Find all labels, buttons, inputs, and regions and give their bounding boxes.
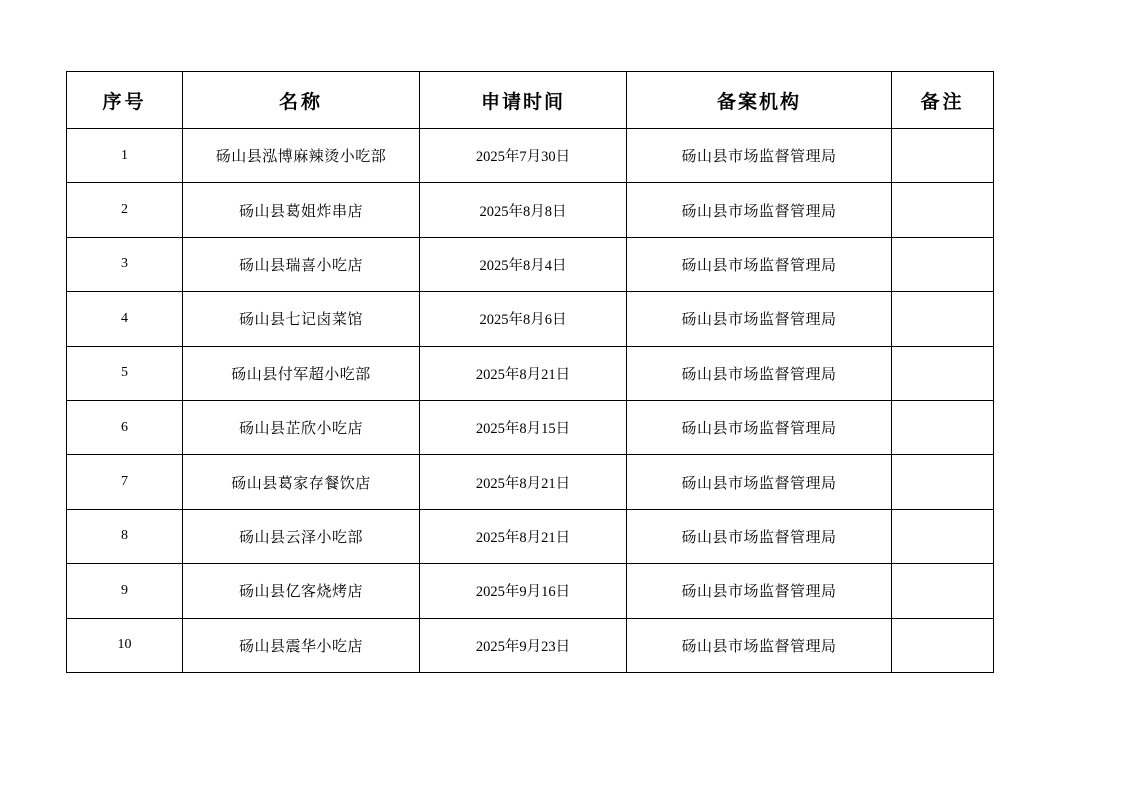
cell-note	[892, 183, 994, 237]
table-header	[67, 72, 994, 129]
cell-date: 2025年7月30日	[420, 129, 627, 183]
column-header-org: 备案机构	[627, 72, 892, 129]
cell-name: 砀山县七记卤菜馆	[183, 292, 420, 346]
cell-note	[892, 400, 994, 454]
cell-date: 2025年8月21日	[420, 455, 627, 509]
cell-index: 2	[67, 183, 183, 237]
cell-note	[892, 237, 994, 291]
cell-index: 1	[67, 129, 183, 183]
table-row	[67, 509, 994, 563]
cell-index: 5	[67, 346, 183, 400]
table-row	[67, 183, 994, 237]
table-row	[67, 129, 994, 183]
cell-date: 2025年8月8日	[420, 183, 627, 237]
column-header-note: 备注	[892, 72, 994, 129]
cell-date: 2025年9月16日	[420, 564, 627, 618]
cell-org: 砀山县市场监督管理局	[627, 618, 892, 672]
table-row	[67, 346, 994, 400]
table-row	[67, 618, 994, 672]
record-table-container	[66, 71, 988, 673]
cell-name: 砀山县付军超小吃部	[183, 346, 420, 400]
table-row	[67, 455, 994, 509]
cell-name: 砀山县芷欣小吃店	[183, 400, 420, 454]
column-header-index: 序号	[67, 72, 183, 129]
cell-name: 砀山县云泽小吃部	[183, 509, 420, 563]
cell-date: 2025年9月23日	[420, 618, 627, 672]
cell-date: 2025年8月15日	[420, 400, 627, 454]
table-row	[67, 237, 994, 291]
cell-date: 2025年8月21日	[420, 509, 627, 563]
table-body	[67, 129, 994, 673]
cell-index: 6	[67, 400, 183, 454]
cell-index: 10	[67, 618, 183, 672]
column-header-name: 名称	[183, 72, 420, 129]
cell-note	[892, 346, 994, 400]
cell-name: 砀山县葛家存餐饮店	[183, 455, 420, 509]
cell-org: 砀山县市场监督管理局	[627, 455, 892, 509]
cell-note	[892, 618, 994, 672]
cell-index: 9	[67, 564, 183, 618]
cell-date: 2025年8月21日	[420, 346, 627, 400]
cell-name: 砀山县泓博麻辣烫小吃部	[183, 129, 420, 183]
cell-name: 砀山县震华小吃店	[183, 618, 420, 672]
table-row	[67, 564, 994, 618]
column-header-date: 申请时间	[420, 72, 627, 129]
cell-note	[892, 509, 994, 563]
cell-org: 砀山县市场监督管理局	[627, 400, 892, 454]
cell-index: 8	[67, 509, 183, 563]
cell-name: 砀山县瑞喜小吃店	[183, 237, 420, 291]
cell-org: 砀山县市场监督管理局	[627, 564, 892, 618]
cell-index: 4	[67, 292, 183, 346]
table-row	[67, 292, 994, 346]
cell-note	[892, 129, 994, 183]
cell-index: 3	[67, 237, 183, 291]
table-row	[67, 400, 994, 454]
table-header-row	[67, 72, 994, 129]
cell-date: 2025年8月6日	[420, 292, 627, 346]
cell-org: 砀山县市场监督管理局	[627, 237, 892, 291]
cell-org: 砀山县市场监督管理局	[627, 509, 892, 563]
cell-date: 2025年8月4日	[420, 237, 627, 291]
cell-note	[892, 564, 994, 618]
cell-note	[892, 292, 994, 346]
cell-note	[892, 455, 994, 509]
cell-index: 7	[67, 455, 183, 509]
cell-org: 砀山县市场监督管理局	[627, 346, 892, 400]
cell-org: 砀山县市场监督管理局	[627, 129, 892, 183]
cell-org: 砀山县市场监督管理局	[627, 292, 892, 346]
record-table	[66, 71, 994, 673]
cell-org: 砀山县市场监督管理局	[627, 183, 892, 237]
cell-name: 砀山县亿客烧烤店	[183, 564, 420, 618]
cell-name: 砀山县葛姐炸串店	[183, 183, 420, 237]
